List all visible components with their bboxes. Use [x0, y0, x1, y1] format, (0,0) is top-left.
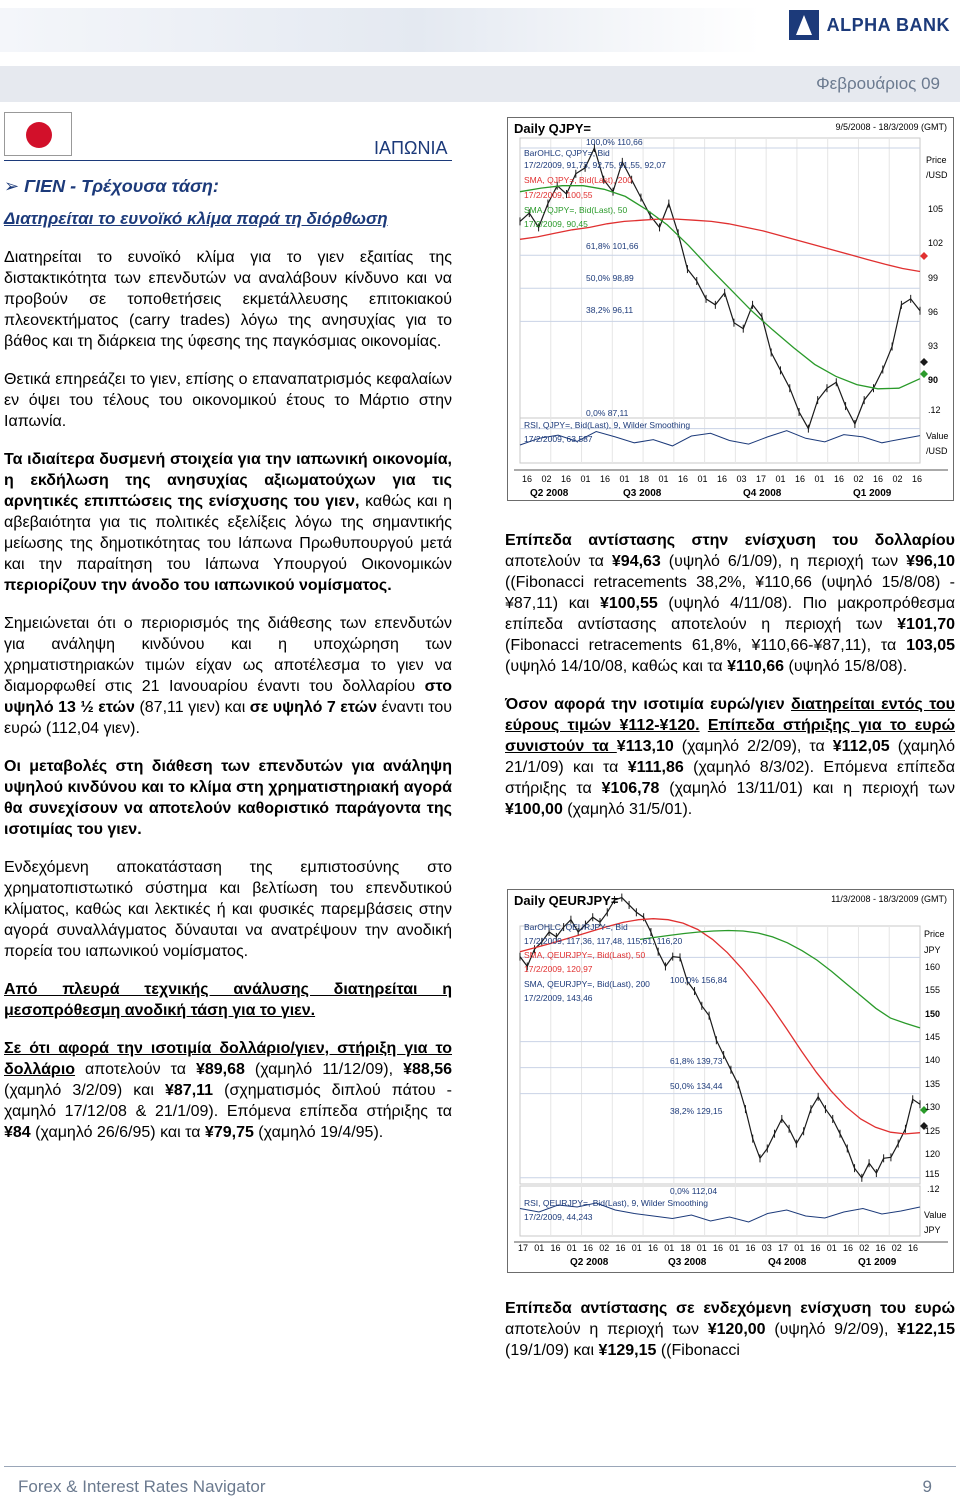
footer-title: Forex & Interest Rates Navigator: [18, 1477, 266, 1496]
r2-v: ¥112,05: [832, 738, 890, 755]
chart1-legend-5: 17/2/2009, 90,45: [524, 219, 588, 229]
chart1-legend-0: BarOHLC, QJPY=, Bid: [524, 148, 610, 158]
chart2-rsi-legend-1: 17/2/2009, 44,243: [524, 1212, 593, 1222]
x-tick-label: 16: [600, 474, 611, 484]
p3-text: καθώς και η αβεβαιότητα για τις πολιτικές εξελίξεις λόγω της σημαντικής μείωσης της δημοτικότητας του Ιάπωνα Πρωθυπουργού μετά και την παραίτηση του Ιάπωνα Υπουργού Οικονομικών: [4, 493, 453, 573]
x-tick-label: 03: [761, 1243, 772, 1253]
x-tick-label: 16: [810, 1243, 821, 1253]
chart2-quarter: Q4 2008: [768, 1257, 807, 1268]
r1-t: (υψηλό 4/11/08). Πιο μακροπρόθεσμα επίπεδα αντίστασης αποτελούν η περιοχή των: [505, 595, 955, 633]
p8-t5: (χαμηλό 26/6/95) και τα: [30, 1124, 205, 1141]
chart2-rsi-unit: Value: [924, 1210, 947, 1220]
chart1-fibo-50: 50,0% 98,89: [586, 273, 634, 283]
chart1-quarter: Q4 2008: [743, 488, 782, 499]
x-tick-label: 03: [736, 474, 747, 484]
p8-v3: ¥87,11: [165, 1082, 214, 1099]
x-tick-label: 01: [619, 474, 630, 484]
chart2-fibo-100: 100,0% 156,84: [670, 975, 728, 985]
chart2-legend-4: SMA, QEURJPY=, Bid(Last), 200: [524, 979, 650, 989]
chart1-rsi-unit: /USD: [926, 446, 948, 456]
r1-v: ¥96,10: [906, 553, 955, 570]
r1-t: (υψηλό 14/10/08, καθώς και τα: [505, 658, 728, 675]
r3-t: (υψηλό 9/2/09),: [765, 1321, 898, 1338]
p4-text-2: (87,11 γιεν) και: [134, 699, 250, 716]
chart2-rsi-ytick: .12: [927, 1184, 940, 1194]
country-title: ΙΑΠΩΝΙΑ: [374, 138, 448, 158]
banner-gradient: [0, 8, 760, 52]
x-tick-label: 02: [599, 1243, 610, 1253]
chart1-rsi-unit: Value: [926, 431, 949, 441]
x-tick-label: 01: [729, 1243, 740, 1253]
r2-range: διατηρείται εντός του εύρους τιμών ¥112-¥120.: [505, 696, 955, 734]
x-tick-label: 01: [775, 474, 786, 484]
marker-diamond: [920, 252, 928, 260]
chart2-ytick: 150: [925, 1009, 941, 1019]
paragraph-1: Διατηρείται το ευνοϊκό κλίμα για το γιεν εξαιτίας της διστακτικότητα των επενδυτών να αναλάβουν κίνδυνο και να προβούν σε τοποθετήσεις εκμετάλλευσης επιτοκιακού πλεονεκτήματος (carry trades) λόγω της ανησυχίας για το βάθος και τη διάρκεια της ύφεσης της παγκόσμιας οικονομίας.: [4, 249, 452, 350]
chart1-fibo-100: 100,0% 110,66: [586, 137, 643, 147]
chart2-ytick: 145: [925, 1032, 941, 1042]
eurjpy-chart: [507, 889, 954, 1273]
p4-text-3: έναντι του ευρώ (112,04 γιεν).: [4, 699, 452, 737]
chart1-legend-1: 17/2/2009, 91,73, 92,75, 91,55, 92,07: [524, 160, 666, 170]
chart1-yunit-usd: /USD: [926, 170, 948, 180]
chart2-legend-1: 17/2/2009, 117,36, 117,48, 115,61, 116,20: [524, 936, 683, 946]
right-paragraph-2: [505, 694, 955, 820]
top-banner: [0, 0, 960, 60]
x-tick-label: 17: [518, 1243, 529, 1253]
p8-t3: (χαμηλό 3/2/09) και: [4, 1082, 165, 1099]
chart2-yunit-jpy: JPY: [924, 945, 941, 955]
r2-v: ¥106,78: [601, 780, 660, 797]
x-tick-label: 16: [875, 1243, 886, 1253]
x-tick-label: 02: [853, 474, 864, 484]
x-tick-label: 16: [873, 474, 884, 484]
chart2-quarter: Q3 2008: [668, 1257, 707, 1268]
trend-heading: ➢ ΓΙΕΝ - Τρέχουσα τάση:: [4, 176, 219, 196]
chart1-fibo-382: 38,2% 96,11: [586, 305, 634, 315]
issue-date: Φεβρουάριος 09: [816, 74, 940, 93]
chart1-ytick: 93: [928, 341, 939, 351]
chart1-fibo-0: 0,0% 87,11: [586, 408, 629, 418]
chart1-ytick: 96: [928, 307, 939, 317]
p4-bold-1: στο υψηλό 13 ½ ετών: [4, 678, 452, 716]
x-tick-label: 02: [859, 1243, 870, 1253]
x-tick-label: 02: [891, 1243, 902, 1253]
chart1-legend-4: SMA, QJPY=, Bid(Last), 50: [524, 205, 628, 215]
chart1-title: Daily QJPY=: [514, 121, 591, 136]
r3-v: ¥129,15: [598, 1342, 657, 1359]
r1-v: ¥110,66: [727, 658, 785, 675]
x-tick-label: 01: [664, 1243, 675, 1253]
paragraph-3: [4, 449, 452, 596]
r3-v: ¥120,00: [707, 1321, 766, 1338]
trend-subtitle: Διατηρείται το ευνοϊκό κλίμα παρά τη διόρθωση: [4, 209, 388, 228]
x-tick-label: 16: [615, 1243, 626, 1253]
chart2-ytick: 155: [925, 985, 941, 995]
alpha-bank-logo-icon: [789, 10, 819, 40]
chart1-quarter: Q2 2008: [530, 488, 569, 499]
chart2-legend-0: BarOHLC, QEURJPY=, Bid: [524, 922, 628, 932]
r1-v: ¥94,63: [611, 553, 661, 570]
chart2-title: Daily QEURJPY=: [514, 893, 619, 908]
x-tick-label: 01: [696, 1243, 707, 1253]
r1-v: ¥101,70: [897, 616, 955, 633]
flag-disc: [26, 122, 52, 148]
x-tick-label: 16: [583, 1243, 594, 1253]
chart2-fibo-0: 0,0% 112,04: [670, 1186, 718, 1196]
x-tick-label: 16: [717, 474, 728, 484]
p8-v4: ¥84: [4, 1124, 31, 1141]
chart2-ytick: 125: [925, 1126, 941, 1136]
p4-bold-2: σε υψηλό 7 ετών: [249, 699, 377, 716]
left-column: [4, 176, 452, 1160]
chart2-ytick: 160: [925, 962, 941, 972]
page-number: 9: [922, 1477, 932, 1496]
x-tick-label: 02: [541, 474, 552, 484]
r1-t: (Fibonacci retracements 61,8%, ¥110,66-¥87,11), τα: [505, 637, 907, 654]
r1-t: αποτελούν τα: [505, 553, 612, 570]
r1-v: 103,05: [906, 637, 955, 654]
chart2-ytick: 130: [925, 1102, 941, 1112]
chart1-range: 9/5/2008 - 18/3/2009 (GMT): [835, 122, 947, 132]
chart2-quarter: Q1 2009: [858, 1257, 897, 1268]
chart2-ytick: 140: [925, 1055, 941, 1065]
right-column-top: [505, 530, 955, 837]
chart2-rsi-legend-0: RSI, QEURJPY=, Bid(Last), 9, Wilder Smoothing: [524, 1198, 708, 1208]
x-tick-label: 01: [631, 1243, 642, 1253]
chart1-quarter: Q3 2008: [623, 488, 662, 499]
chart1-legend-3: 17/2/2009, 100,55: [524, 190, 593, 200]
r2-bold: Όσον αφορά την ισοτιμία ευρώ/γιεν: [505, 696, 792, 713]
x-tick-label: 17: [756, 474, 767, 484]
chart1-ytick: 102: [928, 238, 944, 248]
p3-bold: Τα ιδιαίτερα δυσμενή στοιχεία για την ιαπωνική οικονομία, η εκδήλωση της ανησυχίας αξιωματούχων για τις αρνητικές επιπτώσεις της ενίσχυσης του γιεν,: [4, 451, 452, 510]
chart2-fibo-50: 50,0% 134,44: [670, 1081, 723, 1091]
r2-t: (χαμηλό 2/2/09), τα: [673, 738, 833, 755]
chart1-fibo-618: 61,8% 101,66: [586, 241, 639, 251]
right-paragraph-3: [505, 1298, 955, 1361]
r1-t: ((Fibonacci retracements 38,2%, ¥110,66 (υψηλό 15/8/08) - ¥87,11) και: [505, 574, 955, 612]
x-tick-label: 16: [745, 1243, 756, 1253]
marker-diamond: [920, 370, 928, 378]
title-divider: [4, 160, 452, 161]
chart1-ytick: 99: [928, 273, 939, 283]
p8-v1: ¥89,68: [195, 1061, 245, 1078]
chart2-legend-3: 17/2/2009, 120,97: [524, 964, 593, 974]
x-tick-label: 16: [795, 474, 806, 484]
r3-t: (19/1/09) και: [505, 1342, 599, 1359]
chart1-rsi-ytick: .12: [928, 405, 941, 415]
usdjpy-chart: [507, 117, 954, 501]
chart1-ytick: 105: [928, 204, 944, 214]
x-tick-label: 01: [814, 474, 825, 484]
x-tick-label: 16: [678, 474, 689, 484]
paragraph-4: [4, 613, 452, 739]
r3-v: ¥122,15: [897, 1321, 956, 1338]
chart1-rsi-legend-0: RSI, QJPY=, Bid(Last), 9, Wilder Smoothing: [524, 420, 691, 430]
x-tick-label: 01: [534, 1243, 545, 1253]
chart1-yunit-price: Price: [926, 155, 947, 165]
marker-diamond: [920, 358, 928, 366]
chart2-quarter: Q2 2008: [570, 1257, 609, 1268]
x-tick-label: 01: [580, 474, 591, 484]
chart2-fibo-618: 61,8% 139,73: [670, 1056, 723, 1066]
x-tick-label: 01: [794, 1243, 805, 1253]
chart1-ytick: 90: [928, 375, 939, 385]
chart2-ytick: 115: [925, 1169, 940, 1179]
p8-t4: (σχηματισμός διπλού πάτου - χαμηλό 17/12/08 & 21/1/09). Επόμενα επίπεδα στήριξης τα: [4, 1082, 452, 1120]
r1-t: (υψηλό 6/1/09), η περιοχή των: [660, 553, 907, 570]
r2-t: (χαμηλό 8/3/02). Επόμενα επίπεδα στήριξης τα: [505, 759, 956, 797]
x-tick-label: 02: [892, 474, 903, 484]
r2-v: ¥100,00: [505, 801, 563, 818]
chart1-rsi-legend-1: 17/2/2009, 63,587: [524, 434, 593, 444]
p4-text: Σημειώνεται ότι ο περιορισμός της διάθεσης των επενδυτών για ανάληψη κινδύνου και η υποχώρηση των χρηματιστηριακών τιμών είχαν ως αποτέλεσμα το γιεν να διαμορφωθεί στις 21 Ιανουαρίου έναντι του δολλαρίου: [4, 615, 452, 695]
alpha-bank-logo: [789, 8, 950, 42]
chart2-legend-2: SMA, QEURJPY=, Bid(Last), 50: [524, 950, 646, 960]
x-tick-label: 16: [561, 474, 572, 484]
x-tick-label: 18: [639, 474, 650, 484]
right-column-bottom: [505, 1298, 955, 1378]
p3-bold-end: περιορίζουν την άνοδο του ιαπωνικού νομίσματος.: [4, 577, 392, 594]
paragraph-5: Οι μεταβολές στη διάθεση των επενδυτών για ανάληψη υψηλού κινδύνου και το κλίμα στη χρηματιστηριακή αγορά θα συνεχίσουν να αποτελούν καθοριστικό παράγοντα της ισοτιμίας του γιεν.: [4, 758, 452, 838]
r1-v: ¥100,55: [599, 595, 658, 612]
x-tick-label: 16: [834, 474, 845, 484]
r2-t: (χαμηλό 13/11/01) και η περιοχή των: [659, 780, 955, 797]
x-tick-label: 01: [658, 474, 669, 484]
r3-t: ((Fibonacci: [656, 1342, 740, 1359]
chart1-quarter: Q1 2009: [853, 488, 892, 499]
chart2-range: 11/3/2008 - 18/3/2009 (GMT): [831, 894, 947, 904]
right-paragraph-1: [505, 530, 955, 677]
x-tick-label: 17: [778, 1243, 789, 1253]
chart2-fibo-382: 38,2% 129,15: [670, 1106, 723, 1116]
paragraph-6: Ενδεχόμενη αποκατάσταση της εμπιστοσύνης στο χρηματοπιστωτικό σύστημα και βελτίωση του επενδυτικού κλίματος, καθώς και λεκτικές ή και φυσικές παρεμβάσεις στην αγορά συναλλάγματος δύναυται να ανατρέψουν την ανοδική πορεία του ιαπωνικού νομίσματος.: [4, 859, 452, 960]
x-tick-label: 16: [550, 1243, 561, 1253]
chart2-rsi-unit: JPY: [924, 1225, 941, 1235]
p8-v2: ¥88,56: [403, 1061, 452, 1078]
chart2-yunit-price: Price: [924, 929, 945, 939]
chart2-legend-5: 17/2/2009, 143,46: [524, 993, 593, 1003]
x-tick-label: 18: [680, 1243, 691, 1253]
paragraph-2: Θετικά επηρεάζει το γιεν, επίσης ο επαναπατρισμός κεφαλαίων εν όψει του τέλους του οικονομικού έτους το Μάρτιο στην Ιαπωνία.: [4, 371, 452, 430]
r2-support: Επίπεδα στήριξης για το ευρώ συνιστούν τα: [505, 717, 956, 755]
r2-t: (χαμηλό 31/5/01).: [562, 801, 693, 818]
rsi-pane: [520, 1186, 920, 1236]
japan-flag-icon: [4, 112, 72, 156]
x-tick-label: 16: [912, 474, 923, 484]
r1-bold: Επίπεδα αντίστασης στην ενίσχυση του δολλαρίου: [505, 532, 955, 549]
trend-heading-text: ΓΙΕΝ - Τρέχουσα τάση:: [24, 176, 219, 196]
x-tick-label: 16: [648, 1243, 659, 1253]
r3-t: αποτελούν η περιοχή των: [505, 1321, 708, 1338]
x-tick-label: 01: [566, 1243, 577, 1253]
r2-v: ¥113,10: [616, 738, 674, 755]
x-tick-label: 16: [522, 474, 533, 484]
r2-space: [700, 717, 708, 734]
x-tick-label: 01: [826, 1243, 837, 1253]
r2-t: (χαμηλό 21/1/09) και τα: [505, 738, 956, 776]
x-tick-label: 16: [908, 1243, 919, 1253]
footer-divider: [4, 1466, 956, 1467]
p8-t1: αποτελούν τα: [75, 1061, 196, 1078]
p8-bold: Σε ότι αφορά την ισοτιμία δολλάριο/γιεν, στήριξη για το δολλάριο: [4, 1040, 452, 1078]
r2-v: ¥111,86: [627, 759, 684, 776]
brand-name: ALPHA BANK: [826, 14, 950, 35]
x-tick-label: 16: [713, 1243, 724, 1253]
x-tick-label: 01: [697, 474, 708, 484]
chart2-ytick: 135: [925, 1079, 941, 1089]
p8-t2: (χαμηλό 11/12/09),: [244, 1061, 404, 1078]
paragraph-7: Από πλευρά τεχνικής ανάλυσης διατηρείται η μεσοπρόθεσμη ανοδική τάση για το γιεν.: [4, 981, 452, 1019]
chart2-ytick: 120: [925, 1149, 941, 1159]
p8-v5: ¥79,75: [204, 1124, 254, 1141]
r3-bold: Επίπεδα αντίστασης σε ενδεχόμενη ενίσχυση του ευρώ: [505, 1300, 955, 1317]
chart1-legend-2: SMA, QJPY=, Bid(Last), 200: [524, 175, 632, 185]
r1-t: (υψηλό 15/8/08).: [784, 658, 908, 675]
paragraph-8: [4, 1038, 452, 1143]
x-tick-label: 16: [843, 1243, 854, 1253]
p8-t6: (χαμηλό 19/4/95).: [253, 1124, 384, 1141]
